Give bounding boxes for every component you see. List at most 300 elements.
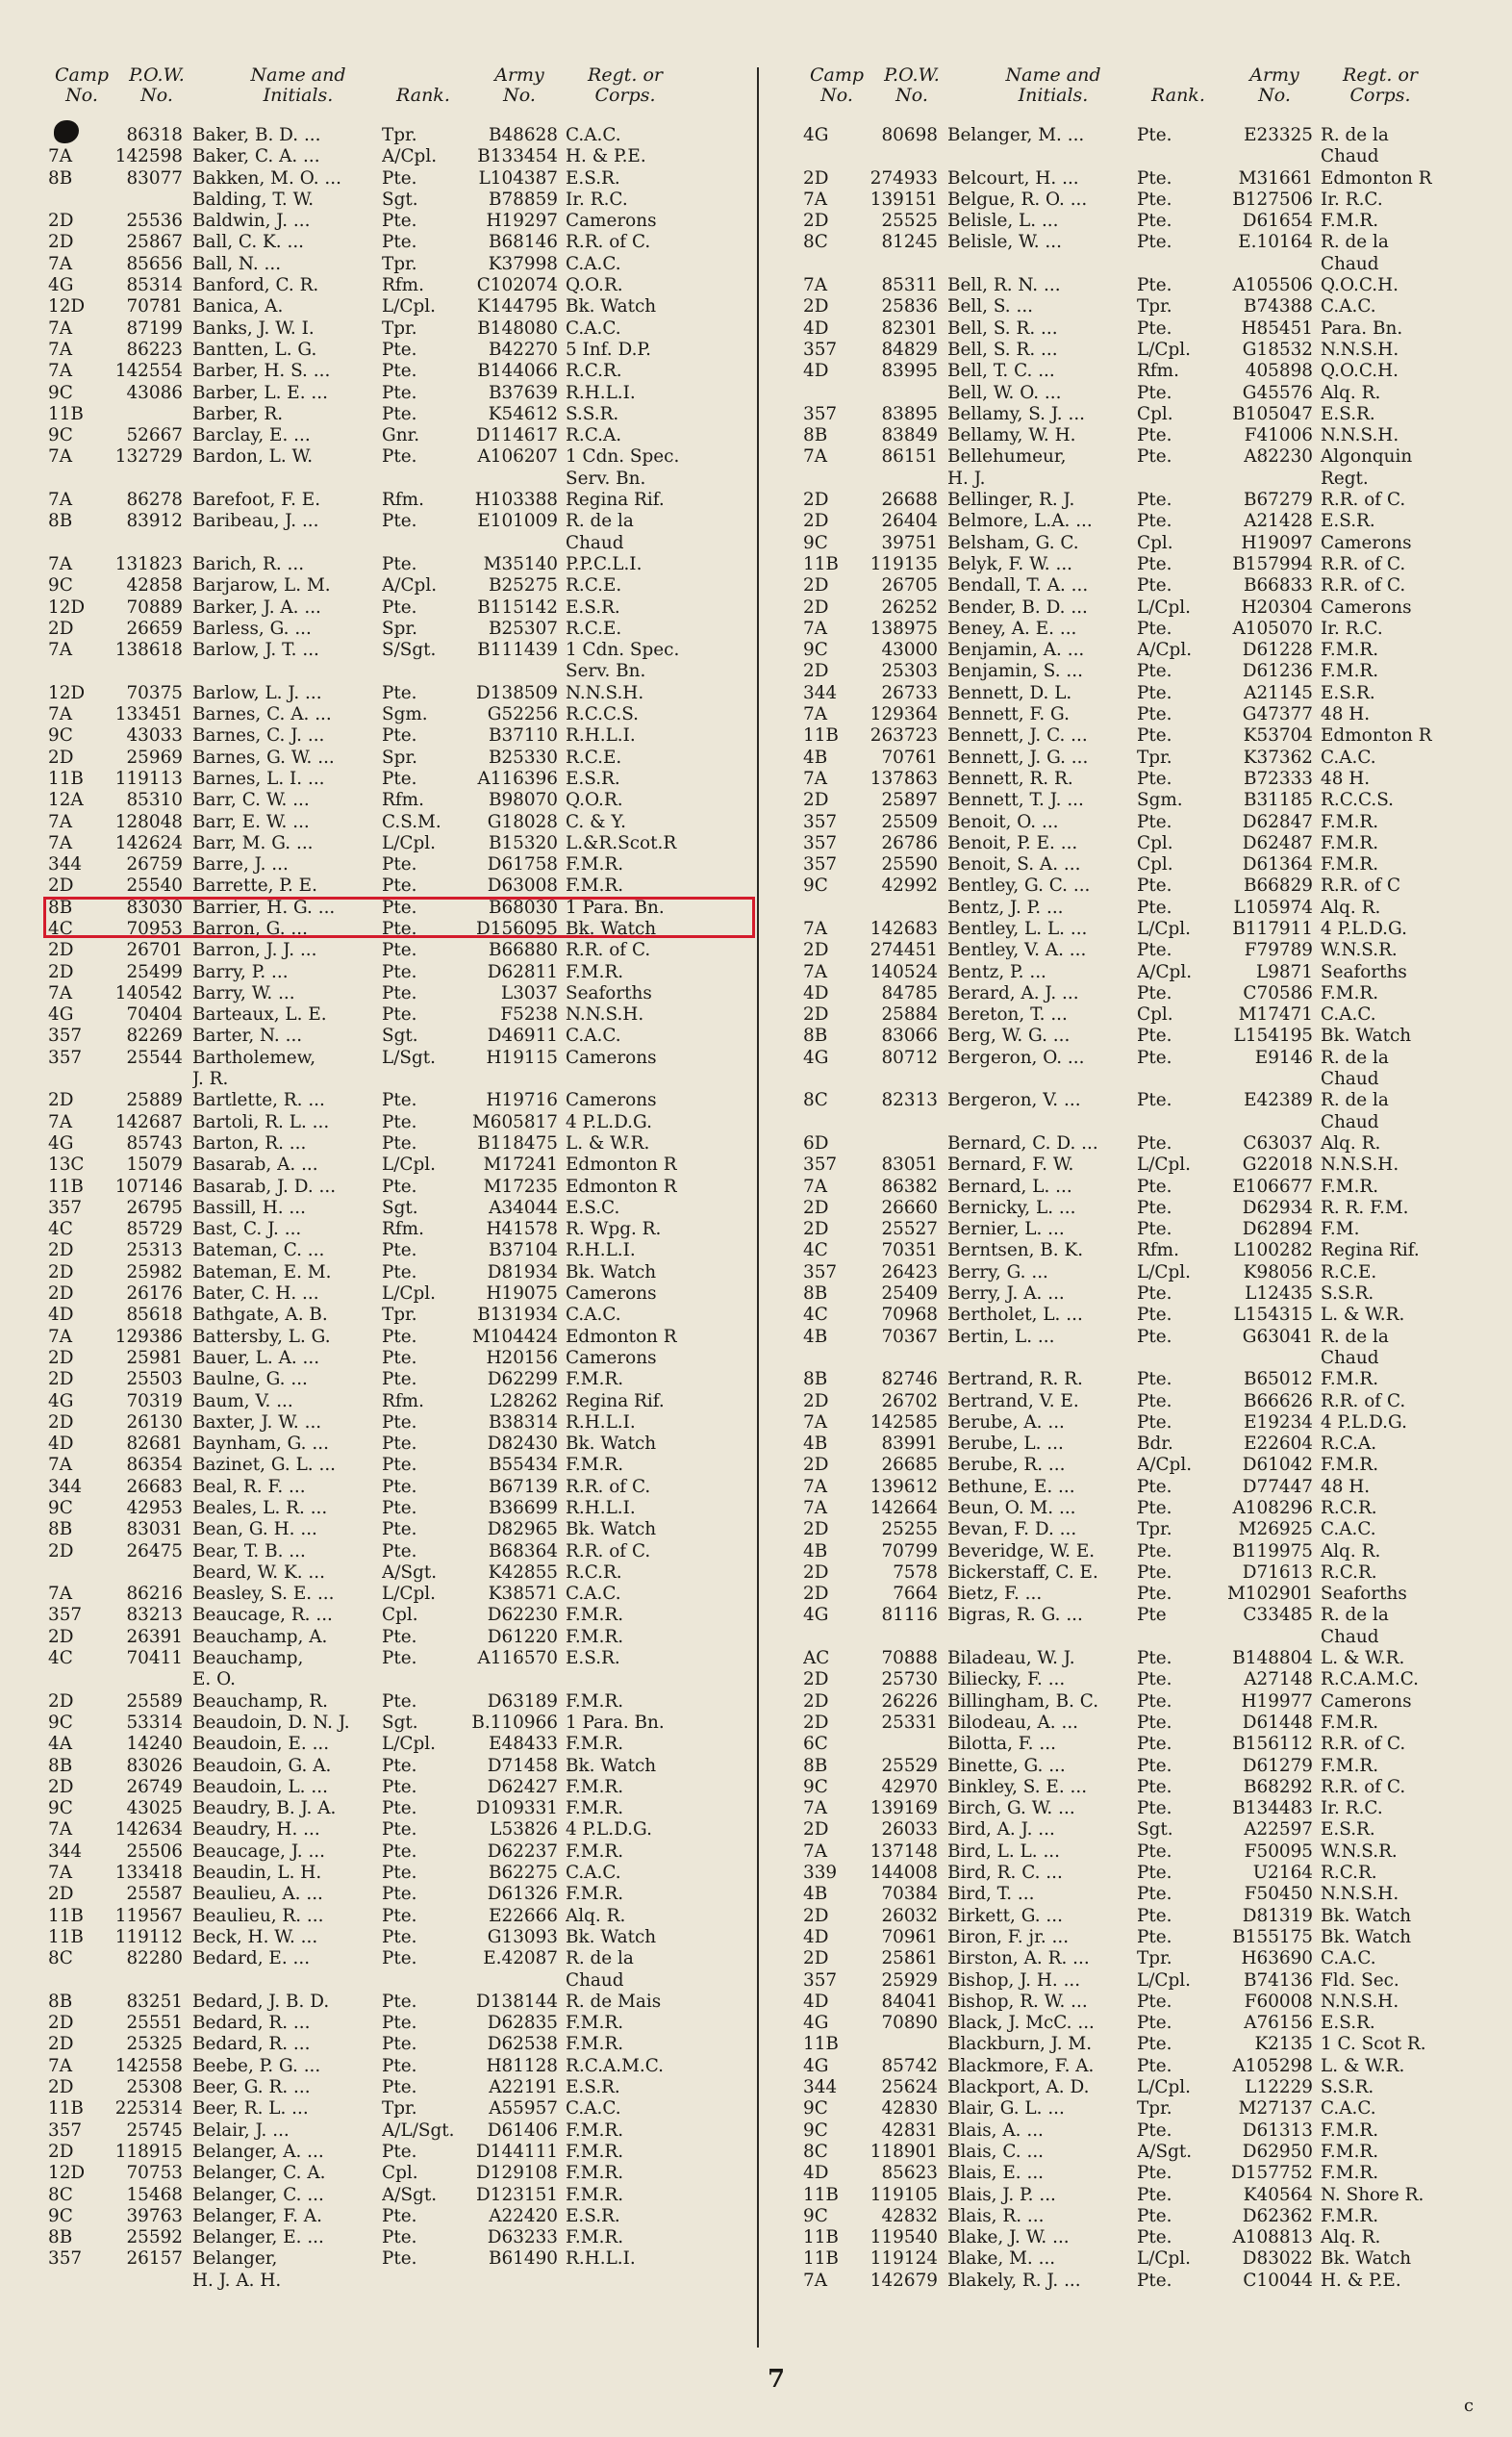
rank: L/Cpl.: [382, 1155, 436, 1176]
table-row: [803, 1369, 1512, 1390]
name-initials: Basarab, A. ...: [192, 1155, 318, 1176]
army-no: D46911: [487, 1026, 558, 1047]
pow-no: 25527: [881, 1219, 938, 1240]
pow-no: 137863: [869, 768, 938, 789]
regt-corps: 1 Cdn. Spec.: [566, 446, 680, 468]
camp-no: 9C: [48, 1712, 73, 1733]
table-row: [48, 1262, 760, 1283]
regt-corps: F.M.R.: [1321, 832, 1379, 853]
army-no: B25330: [488, 747, 558, 768]
table-row: [803, 704, 1512, 725]
table-row: [803, 1090, 1512, 1111]
regt-corps: R. Wpg. R.: [566, 1219, 662, 1240]
table-row: [48, 404, 760, 425]
rank: Pte.: [382, 876, 417, 897]
name-initials: Baker, C. A. ...: [192, 146, 320, 167]
rank: Pte.: [382, 1132, 417, 1154]
army-no: B25307: [488, 618, 558, 639]
pow-no: 86278: [126, 490, 183, 511]
rank: Pte.: [382, 1176, 417, 1197]
regt-corps: E.S.R.: [1321, 1819, 1375, 1840]
rank: Rfm.: [382, 1390, 424, 1411]
regt-corps: Seaforths: [566, 982, 652, 1003]
page-number: 7: [768, 2365, 786, 2394]
regt-corps: Chaud: [1321, 1069, 1379, 1090]
regt-corps: Chaud: [1321, 146, 1379, 167]
table-row: [48, 446, 760, 468]
army-no: G18532: [1242, 339, 1313, 360]
name-initials: Bird, R. C. ...: [947, 1863, 1063, 1884]
rank: Pte.: [382, 597, 417, 618]
name-initials: Beaudin, L. H.: [192, 1863, 322, 1884]
camp-no: 8C: [48, 2184, 73, 2205]
army-no: K2135: [1254, 2034, 1313, 2055]
army-no: D63233: [487, 2227, 558, 2248]
rank: Pte.: [1137, 2205, 1172, 2226]
rank: Pte.: [1137, 1584, 1172, 1605]
pow-no: 82313: [881, 1090, 938, 1111]
rank: Pte.: [1137, 876, 1172, 897]
camp-no: 8B: [48, 1991, 73, 2012]
table-row: [803, 254, 1512, 275]
camp-no: 4D: [803, 1991, 829, 2012]
camp-no: 8B: [803, 1755, 828, 1776]
name-initials: Barlow, L. J. ...: [192, 682, 322, 703]
army-no: D156095: [476, 918, 558, 939]
camp-no: 7A: [48, 2055, 72, 2076]
pow-no: 142585: [869, 1411, 938, 1433]
pow-no: 142558: [114, 2055, 183, 2076]
regt-corps: C. & Y.: [566, 811, 626, 832]
regt-corps: Ir. R.C.: [1321, 618, 1383, 639]
army-no: D62934: [1242, 1197, 1313, 1218]
table-row: [48, 1198, 760, 1219]
table-row: [48, 1369, 760, 1390]
name-initials: Bilodeau, A. ...: [947, 1712, 1079, 1733]
name-initials: Baulne, G. ...: [192, 1369, 308, 1390]
name-initials: Bevan, F. D. ...: [947, 1519, 1077, 1540]
table-row: [803, 2227, 1512, 2248]
table-row: [48, 1927, 760, 1948]
name-initials: Beaudry, H. ...: [192, 1819, 320, 1840]
army-no: B155175: [1232, 1926, 1313, 1947]
table-row: [803, 1669, 1512, 1690]
regt-corps: Serv. Bn.: [566, 468, 646, 489]
camp-no: 7A: [48, 446, 72, 468]
pow-no: 26701: [126, 940, 183, 961]
regt-corps: Chaud: [1321, 1347, 1379, 1368]
regt-corps: F.M.R.: [566, 1734, 624, 1755]
army-no: K54612: [488, 403, 558, 424]
name-initials: Benoit, S. A. ...: [947, 854, 1081, 876]
table-row: [803, 1391, 1512, 1412]
pow-no: 84785: [881, 982, 938, 1003]
name-initials: Baxter, J. W. ...: [192, 1411, 322, 1433]
name-initials: Belanger, M. ...: [947, 125, 1085, 145]
table-row: [803, 1541, 1512, 1562]
name-initials: Bertrand, V. E.: [947, 1390, 1079, 1411]
table-row: [48, 876, 760, 897]
pow-no: 42953: [126, 1498, 183, 1518]
pow-no: 139169: [869, 1798, 938, 1819]
army-no: D82430: [487, 1434, 558, 1455]
table-row: [48, 1412, 760, 1434]
rank: Pte.: [382, 1455, 417, 1476]
rank: Pte.: [1137, 1540, 1172, 1561]
pow-no: 83912: [126, 511, 183, 532]
regt-corps: Q.O.C.H.: [1321, 361, 1399, 382]
name-initials: Bear, T. B. ...: [192, 1540, 306, 1561]
army-no: F50095: [1244, 1840, 1313, 1862]
pow-no: 70953: [126, 918, 183, 939]
army-no: E101009: [477, 511, 558, 532]
pow-no: 85623: [881, 2163, 938, 2184]
table-row: [803, 661, 1512, 682]
table-row: [803, 2185, 1512, 2206]
rank: Tpr.: [382, 1305, 417, 1326]
camp-no: 9C: [48, 382, 73, 403]
name-initials: Berry, G. ...: [947, 1261, 1048, 1282]
camp-no: 2D: [48, 876, 74, 897]
pow-no: 42831: [881, 2120, 938, 2141]
rank: Pte.: [1137, 1476, 1172, 1497]
pow-no: 26685: [881, 1455, 938, 1476]
regt-corps: Seaforths: [1321, 1584, 1407, 1605]
name-initials: Barrier, H. G. ...: [192, 897, 336, 918]
pow-no: 26423: [881, 1261, 938, 1282]
camp-no: 2D: [48, 1090, 74, 1111]
table-row: [803, 1970, 1512, 1992]
table-row: [803, 211, 1512, 232]
table-row: [803, 854, 1512, 876]
army-no: F60008: [1244, 1991, 1313, 2012]
rank: Pte.: [1137, 1305, 1172, 1326]
table-row: [48, 275, 760, 296]
camp-no: 2D: [803, 661, 829, 682]
name-initials: Bell, S. R. ...: [947, 339, 1058, 360]
rank: Pte.: [382, 1369, 417, 1390]
name-initials: Barnes, C. A. ...: [192, 704, 332, 725]
rank: Pte: [1137, 1605, 1167, 1626]
regt-corps: H. & P.E.: [1321, 2270, 1401, 2291]
table-row: [48, 554, 760, 575]
pow-no: 25506: [126, 1840, 183, 1862]
name-initials: Bird, T. ...: [947, 1884, 1035, 1905]
camp-no: 9C: [803, 2098, 828, 2120]
camp-no: 2D: [803, 940, 829, 961]
rank: Pte.: [1137, 2270, 1172, 2291]
pow-no: 85618: [126, 1305, 183, 1326]
name-initials: Bassill, H. ...: [192, 1197, 306, 1218]
name-initials: Banford, C. R.: [192, 275, 319, 296]
regt-corps: Camerons: [566, 1090, 657, 1111]
rank: Tpr.: [382, 317, 417, 339]
table-row: [48, 511, 760, 532]
army-no: D129108: [476, 2163, 558, 2184]
pow-no: 26688: [881, 490, 938, 511]
army-no: G22018: [1242, 1155, 1313, 1176]
rank: Pte.: [382, 1819, 417, 1840]
pow-no: 70753: [126, 2163, 183, 2184]
table-row: [48, 1327, 760, 1348]
regt-corps: Alq. R.: [566, 1905, 626, 1926]
army-no: L53826: [490, 1819, 558, 1840]
army-no: D144111: [476, 2141, 558, 2162]
pow-no: 25409: [881, 1283, 938, 1305]
regt-corps: R.C.C.S.: [1321, 790, 1395, 811]
camp-no: 7A: [803, 446, 827, 468]
army-no: A27148: [1244, 1669, 1313, 1690]
army-no: B157994: [1232, 553, 1313, 574]
pow-no: 70384: [881, 1884, 938, 1905]
army-no: B98070: [488, 790, 558, 811]
regt-corps: N.N.S.H.: [1321, 339, 1399, 360]
rank: Pte.: [1137, 446, 1172, 468]
regt-corps: Regt.: [1321, 468, 1369, 489]
regt-corps: F.M.R.: [1321, 1176, 1379, 1197]
regt-corps: C.A.C.: [1321, 747, 1376, 768]
camp-no: 357: [803, 1969, 838, 1991]
army-no: L104387: [478, 167, 558, 189]
camp-no: 2D: [803, 1690, 829, 1712]
rank: Pte.: [382, 403, 417, 424]
name-initials: Beaudry, B. J. A.: [192, 1798, 337, 1819]
name-initials: Bantten, L. G.: [192, 339, 317, 360]
table-row: [803, 1648, 1512, 1669]
name-initials: Bennett, J. G. ...: [947, 747, 1089, 768]
army-no: B37104: [488, 1240, 558, 1261]
pow-no: 25590: [881, 854, 938, 876]
camp-no: 2D: [48, 2141, 74, 2162]
name-initials: Barich, R. ...: [192, 553, 305, 574]
army-no: D157752: [1231, 2163, 1313, 2184]
pow-no: 85311: [881, 275, 938, 296]
camp-no: 357: [48, 2120, 83, 2141]
camp-no: 8C: [48, 1948, 73, 1969]
pow-no: 83849: [881, 425, 938, 446]
pow-no: 52667: [126, 425, 183, 446]
pow-no: 43025: [126, 1798, 183, 1819]
regt-corps: F.M.R.: [1321, 640, 1379, 661]
name-initials: Barnes, L. I. ...: [192, 768, 325, 789]
army-no: B78859: [488, 189, 558, 210]
regt-corps: R.C.A.: [566, 425, 622, 446]
army-no: B38314: [488, 1411, 558, 1433]
pow-no: 142683: [869, 918, 938, 939]
name-initials: Birkett, G. ...: [947, 1905, 1063, 1926]
regt-corps: P.P.C.L.I.: [566, 553, 643, 574]
pow-no: 26660: [881, 1197, 938, 1218]
army-no: B148804: [1232, 1648, 1313, 1669]
table-row: [803, 2163, 1512, 2184]
name-initials: Barnes, G. W. ...: [192, 747, 335, 768]
pow-no: 26749: [126, 1776, 183, 1797]
table-row: [803, 812, 1512, 833]
table-row: [803, 2013, 1512, 2034]
name-initials: Bernard, C. D. ...: [947, 1132, 1098, 1154]
pow-no: 25867: [126, 232, 183, 253]
regt-corps: F.M.R.: [1321, 1755, 1379, 1776]
army-no: E22666: [489, 1905, 558, 1926]
rank: Pte.: [1137, 768, 1172, 789]
table-row: [48, 340, 760, 361]
regt-corps: E.S.R.: [566, 2205, 620, 2226]
table-row: [48, 1863, 760, 1884]
regt-corps: N.N.S.H.: [1321, 425, 1399, 446]
regt-corps: R. de Mais: [566, 1991, 662, 2012]
army-no: K53704: [1243, 725, 1313, 747]
rank: Rfm.: [382, 790, 424, 811]
rank: L/Cpl.: [1137, 1261, 1191, 1282]
name-initials: H. J.: [947, 468, 986, 489]
pow-no: 25889: [126, 1090, 183, 1111]
army-no: L9871: [1255, 961, 1313, 982]
rank: Pte.: [1137, 1776, 1172, 1797]
regt-corps: E.S.R.: [1321, 2013, 1375, 2034]
army-no: B74388: [1243, 296, 1313, 317]
army-no: B.110966: [471, 1712, 558, 1733]
table-row: [803, 1756, 1512, 1777]
name-initials: Beebe, P. G. ...: [192, 2055, 321, 2076]
regt-corps: Camerons: [566, 1047, 657, 1068]
pow-no: 70968: [881, 1305, 938, 1326]
army-no: D62362: [1242, 2205, 1313, 2226]
regt-corps: F.M.R.: [566, 1605, 624, 1626]
table-row: [48, 2034, 760, 2055]
pow-no: 119540: [869, 2227, 938, 2248]
name-initials: Beer, R. L. ...: [192, 2098, 309, 2120]
table-row: [48, 1048, 760, 1069]
rank: L/Cpl.: [382, 832, 436, 853]
name-initials: Belair, J. ...: [192, 2120, 290, 2141]
table-row: [803, 511, 1512, 532]
camp-no: 2D: [48, 618, 74, 639]
rank: A/Cpl.: [382, 146, 438, 167]
army-no: D61236: [1242, 661, 1313, 682]
rank: Tpr.: [1137, 1948, 1172, 1969]
regt-corps: R.R. of C.: [1321, 490, 1406, 511]
army-no: A22597: [1244, 1819, 1313, 1840]
camp-no: 7A: [803, 1798, 827, 1819]
pow-no: 82746: [881, 1369, 938, 1390]
regt-corps: C.A.C.: [1321, 2098, 1376, 2120]
name-initials: Barber, H. S. ...: [192, 361, 331, 382]
table-row: [48, 1992, 760, 2013]
pow-no: 138975: [869, 618, 938, 639]
name-initials: J. R.: [192, 1069, 229, 1090]
table-row: [48, 1884, 760, 1905]
rank: Pte.: [382, 940, 417, 961]
army-no: H103388: [474, 490, 558, 511]
camp-no: 357: [803, 854, 838, 876]
camp-no: 8B: [48, 1755, 73, 1776]
rank: Pte.: [382, 232, 417, 253]
regt-corps: E.S.R.: [566, 167, 620, 189]
regt-corps: F.M.R.: [1321, 854, 1379, 876]
pow-no: 81245: [881, 232, 938, 253]
army-no: A22191: [489, 2077, 558, 2098]
rank: Pte.: [1137, 1905, 1172, 1926]
name-initials: Blakely, R. J. ...: [947, 2270, 1081, 2291]
table-row: [803, 1262, 1512, 1283]
regt-corps: Chaud: [1321, 1111, 1379, 1132]
army-no: D61228: [1242, 640, 1313, 661]
name-initials: Biliecky, F. ...: [947, 1669, 1066, 1690]
regt-corps: F.M.R.: [1321, 211, 1379, 232]
camp-no: 2D: [803, 1197, 829, 1218]
rank: L/Cpl.: [382, 1734, 436, 1755]
army-no: L12435: [1245, 1283, 1313, 1305]
regt-corps: 48 H.: [1321, 1476, 1371, 1497]
name-initials: Beaudoin, G. A.: [192, 1755, 332, 1776]
army-no: A105298: [1232, 2055, 1313, 2076]
table-row: [803, 125, 1512, 146]
name-initials: Blake, J. W. ...: [947, 2227, 1070, 2248]
pow-no: 83030: [126, 897, 183, 918]
army-no: E106677: [1232, 1176, 1313, 1197]
camp-no: 8B: [48, 2227, 73, 2248]
name-initials: Bertrand, R. R.: [947, 1369, 1083, 1390]
camp-no: 7A: [803, 2270, 827, 2291]
table-row: [48, 490, 760, 511]
pow-no: 70889: [126, 597, 183, 618]
rank: Spr.: [382, 747, 417, 768]
rank: Pte.: [382, 1411, 417, 1433]
name-initials: Binkley, S. E. ...: [947, 1776, 1088, 1797]
army-no: G47377: [1242, 704, 1313, 725]
name-initials: Bernard, F. W.: [947, 1155, 1074, 1176]
army-no: E.10164: [1238, 232, 1313, 253]
table-row: [48, 1562, 760, 1584]
army-no: G45576: [1242, 382, 1313, 403]
pow-no: 26130: [126, 1411, 183, 1433]
rank: Pte.: [1137, 2163, 1172, 2184]
pow-no: 118901: [869, 2141, 938, 2162]
table-row: [803, 1691, 1512, 1713]
regt-corps: Para. Bn.: [1321, 317, 1403, 339]
regt-corps: F.M.R.: [566, 1369, 624, 1390]
army-no: A76156: [1244, 2013, 1313, 2034]
regt-corps: Camerons: [566, 1283, 657, 1305]
regt-corps: Alq. R.: [1321, 897, 1381, 918]
name-initials: Benoit, P. E. ...: [947, 832, 1078, 853]
table-row: [803, 748, 1512, 769]
regt-corps: R.R. of C.: [566, 232, 651, 253]
pow-no: 82681: [126, 1434, 183, 1455]
camp-no: 2D: [48, 1283, 74, 1305]
name-initials: Barjarow, L. M.: [192, 575, 331, 597]
rank: Pte.: [1137, 1734, 1172, 1755]
table-row: [803, 1069, 1512, 1090]
rank: Pte.: [1137, 1798, 1172, 1819]
pow-no: 86382: [881, 1176, 938, 1197]
name-initials: Beaucage, R. ...: [192, 1605, 333, 1626]
pow-no: 25929: [881, 1969, 938, 1991]
rank: Pte.: [382, 1326, 417, 1347]
name-initials: Bentz, P. ...: [947, 961, 1046, 982]
camp-no: 8B: [48, 897, 73, 918]
pow-no: 25884: [881, 1004, 938, 1026]
name-initials: Baldwin, J. ...: [192, 211, 311, 232]
pow-no: 42858: [126, 575, 183, 597]
table-row: [48, 1112, 760, 1133]
pow-no: 87199: [126, 317, 183, 339]
table-row: [48, 2163, 760, 2184]
name-initials: Beauchamp, R.: [192, 1690, 328, 1712]
regt-corps: C.A.C.: [1321, 1948, 1376, 1969]
name-initials: Bendall, T. A. ...: [947, 575, 1089, 597]
camp-no: 4C: [803, 1305, 828, 1326]
